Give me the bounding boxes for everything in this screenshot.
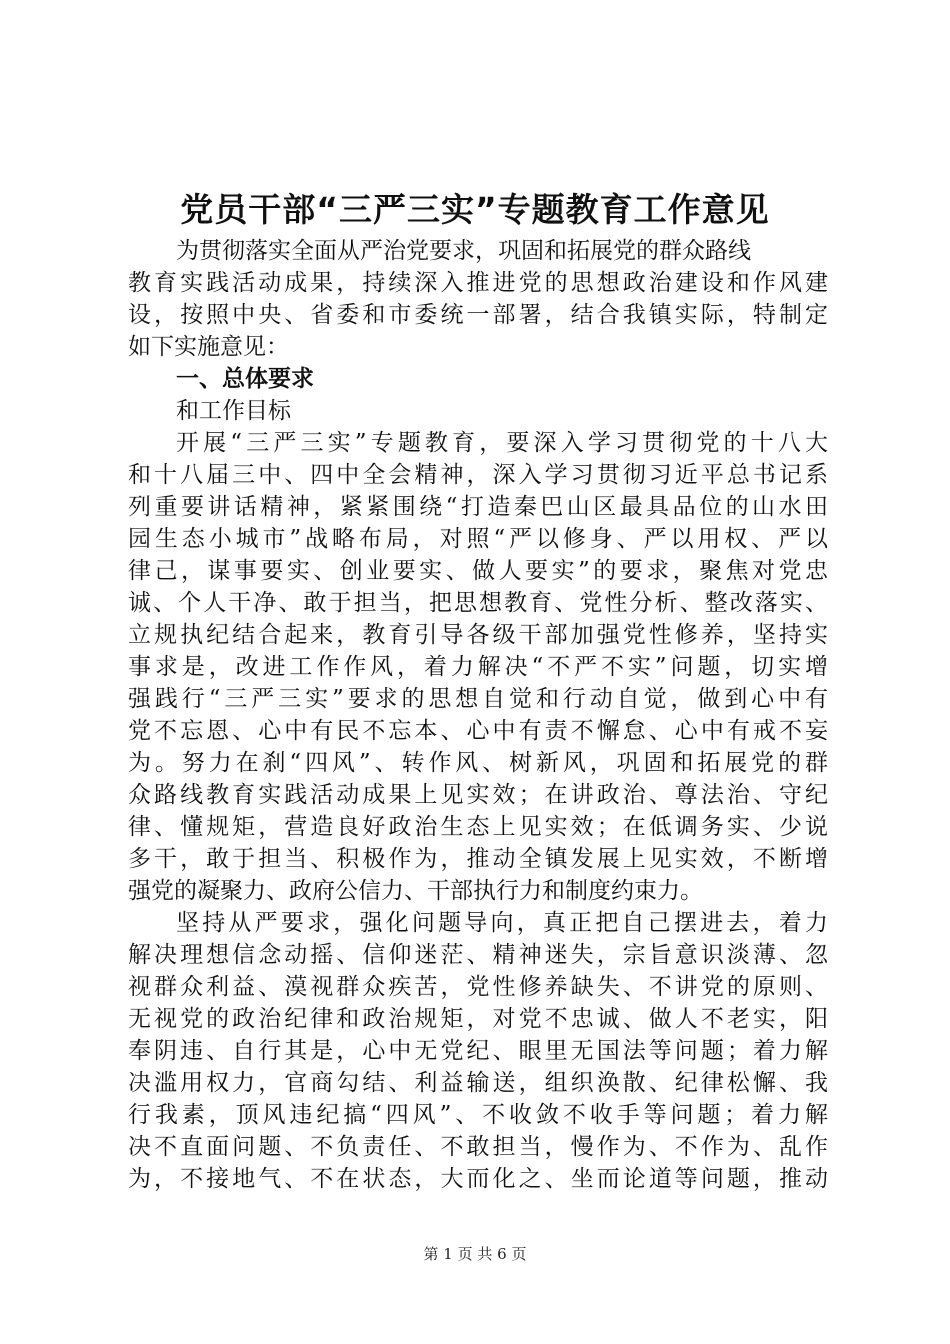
text-line: 和十八届三中、四中全会精神，深入学习贯彻习近平总书记系: [128, 462, 828, 488]
page-title: 党员干部“三严三实”专题教育工作意见: [180, 190, 770, 229]
text-line: 坚持从严要求，强化问题导向，真正把自己摆进去，着力: [176, 910, 828, 936]
text-line: 开展“三严三实”专题教育，要深入学习贯彻党的十八大: [176, 430, 828, 456]
text-line: 律、懂规矩，营造良好政治生态上见实效；在低调务实、少说: [128, 814, 828, 840]
text-line: 立规执纪结合起来，教育引导各级干部加强党性修养，坚持实: [128, 622, 828, 648]
section-heading: 一、总体要求: [176, 366, 314, 392]
text-line: 列重要讲话精神，紧紧围绕“打造秦巴山区最具品位的山水田: [128, 494, 828, 520]
text-line: 园生态小城市”战略布局，对照“严以修身、严以用权、严以: [128, 526, 828, 552]
text-line: 强党的凝聚力、政府公信力、干部执行力和制度约束力。: [128, 878, 703, 904]
text-line: 决不直面问题、不负责任、不敢担当，慢作为、不作为、乱作: [128, 1134, 828, 1160]
text-line: 为。努力在刹“四风”、转作风、树新风，巩固和拓展党的群: [128, 750, 828, 776]
text-line: 奉阴违、自行其是，心中无党纪、眼里无国法等问题；着力解: [128, 1038, 828, 1064]
text-line: 教育实践活动成果，持续深入推进党的思想政治建设和作风建: [128, 270, 828, 296]
text-line: 党不忘恩、心中有民不忘本、心中有责不懈怠、心中有戒不妄: [128, 718, 828, 744]
text-line: 多干，敢于担当、积极作为，推动全镇发展上见实效，不断增: [128, 846, 828, 872]
text-line: 决滥用权力，官商勾结、利益输送，组织涣散、纪律松懈、我: [128, 1070, 828, 1096]
page-number: 第 1 页 共 6 页: [423, 1245, 527, 1263]
text-line: 律己，谋事要实、创业要实、做人要实”的要求，聚焦对党忠: [128, 558, 828, 584]
text-line: 解决理想信念动摇、信仰迷茫、精神迷失，宗旨意识淡薄、忽: [128, 942, 828, 968]
text-line: 视群众利益、漠视群众疾苦，党性修养缺失、不讲党的原则、: [128, 974, 828, 1000]
text-line: 如下实施意见：: [128, 334, 289, 360]
text-line: 无视党的政治纪律和政治规矩，对党不忠诚、做人不老实，阳: [128, 1006, 828, 1032]
text-line: 为，不接地气、不在状态，大而化之、坐而论道等问题，推动: [128, 1166, 828, 1192]
text-line: 为贯彻落实全面从严治党要求，巩固和拓展党的群众路线: [176, 238, 751, 264]
text-line: 行我素，顶风违纪搞“四风”、不收敛不收手等问题；着力解: [128, 1102, 828, 1128]
text-line: 事求是，改进工作作风，着力解决“不严不实”问题，切实增: [128, 654, 828, 680]
text-line: 设，按照中央、省委和市委统一部署，结合我镇实际，特制定: [128, 302, 828, 328]
text-line: 诚、个人干净、敢于担当，把思想教育、党性分析、整改落实、: [128, 590, 828, 616]
text-line: 和工作目标: [176, 398, 291, 424]
body-text: [128, 235, 828, 1195]
text-line: 强践行“三严三实”要求的思想自觉和行动自觉，做到心中有: [128, 686, 828, 712]
text-line: 众路线教育实践活动成果上见实效；在讲政治、尊法治、守纪: [128, 782, 828, 808]
